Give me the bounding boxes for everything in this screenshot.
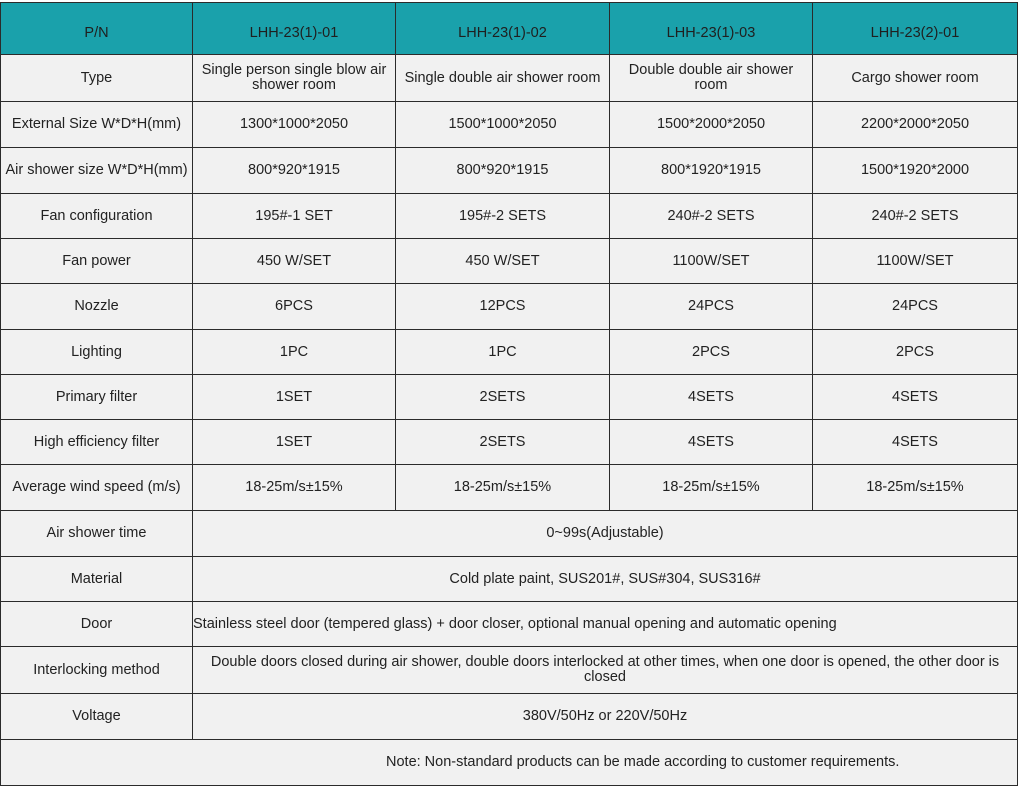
table-row bbox=[1, 194, 1018, 239]
table-row bbox=[1, 284, 1018, 330]
table-cell: 240#-2 SETS bbox=[813, 194, 1018, 239]
table-header-row bbox=[1, 3, 1018, 55]
table-cell: 800*920*1915 bbox=[193, 148, 396, 194]
row-label: Primary filter bbox=[1, 375, 193, 420]
table-cell: 2200*2000*2050 bbox=[813, 102, 1018, 148]
header-label-pn: P/N bbox=[1, 3, 193, 55]
table-row bbox=[1, 239, 1018, 284]
table-cell: 1SET bbox=[193, 375, 396, 420]
table-cell: 800*1920*1915 bbox=[610, 148, 813, 194]
merged-cell: 380V/50Hz or 220V/50Hz bbox=[193, 694, 1018, 740]
row-label: Type bbox=[1, 55, 193, 102]
table-cell: 6PCS bbox=[193, 284, 396, 330]
table-row-merged bbox=[1, 694, 1018, 740]
table-cell: 2PCS bbox=[610, 330, 813, 375]
row-label: Fan power bbox=[1, 239, 193, 284]
spec-table bbox=[0, 2, 1018, 786]
header-model: LHH-23(2)-01 bbox=[813, 3, 1018, 55]
row-label: Average wind speed (m/s) bbox=[1, 465, 193, 511]
table-row bbox=[1, 420, 1018, 465]
table-cell: 800*920*1915 bbox=[396, 148, 610, 194]
table-cell: 1PC bbox=[396, 330, 610, 375]
table-cell: Cargo shower room bbox=[813, 55, 1018, 102]
row-label: Air shower size W*D*H(mm) bbox=[1, 148, 193, 194]
table-cell: 18-25m/s±15% bbox=[396, 465, 610, 511]
table-cell: 1300*1000*2050 bbox=[193, 102, 396, 148]
row-label: Lighting bbox=[1, 330, 193, 375]
table-cell: 2SETS bbox=[396, 375, 610, 420]
header-model: LHH-23(1)-01 bbox=[193, 3, 396, 55]
merged-cell: Cold plate paint, SUS201#, SUS#304, SUS316# bbox=[193, 557, 1018, 602]
table-cell: 1500*1920*2000 bbox=[813, 148, 1018, 194]
table-row bbox=[1, 55, 1018, 102]
table-note-row bbox=[1, 740, 1018, 786]
row-label: External Size W*D*H(mm) bbox=[1, 102, 193, 148]
table-cell: 195#-2 SETS bbox=[396, 194, 610, 239]
row-label: Nozzle bbox=[1, 284, 193, 330]
row-label: Fan configuration bbox=[1, 194, 193, 239]
row-label: Air shower time bbox=[1, 511, 193, 557]
table-row-merged bbox=[1, 557, 1018, 602]
table-cell: Single person single blow air shower room bbox=[193, 55, 396, 102]
table-cell: 240#-2 SETS bbox=[610, 194, 813, 239]
table-cell: Single double air shower room bbox=[396, 55, 610, 102]
table-cell: 450 W/SET bbox=[396, 239, 610, 284]
table-row bbox=[1, 465, 1018, 511]
table-cell: 18-25m/s±15% bbox=[813, 465, 1018, 511]
row-label: Material bbox=[1, 557, 193, 602]
table-cell: 24PCS bbox=[813, 284, 1018, 330]
header-model: LHH-23(1)-02 bbox=[396, 3, 610, 55]
table-cell: 1SET bbox=[193, 420, 396, 465]
table-cell: 4SETS bbox=[610, 375, 813, 420]
table-cell: Double double air shower room bbox=[610, 55, 813, 102]
table-cell: 1100W/SET bbox=[813, 239, 1018, 284]
merged-cell: Stainless steel door (tempered glass) + door closer, optional manual opening and automatic opening bbox=[193, 602, 1018, 647]
table-cell: 4SETS bbox=[813, 375, 1018, 420]
table-cell: 1500*2000*2050 bbox=[610, 102, 813, 148]
row-label: Interlocking method bbox=[1, 647, 193, 694]
table-row bbox=[1, 330, 1018, 375]
table-cell: 24PCS bbox=[610, 284, 813, 330]
note-text: Note: Non-standard products can be made according to customer requirements. bbox=[1, 740, 1018, 786]
table-row-merged bbox=[1, 647, 1018, 694]
table-cell: 2PCS bbox=[813, 330, 1018, 375]
table-row bbox=[1, 148, 1018, 194]
table-row bbox=[1, 375, 1018, 420]
table-row bbox=[1, 102, 1018, 148]
table-cell: 1PC bbox=[193, 330, 396, 375]
merged-cell: Double doors closed during air shower, double doors interlocked at other times, when one door is opened, the other door is closed bbox=[193, 647, 1018, 694]
table-cell: 18-25m/s±15% bbox=[193, 465, 396, 511]
table-cell: 4SETS bbox=[813, 420, 1018, 465]
row-label: High efficiency filter bbox=[1, 420, 193, 465]
table-cell: 1500*1000*2050 bbox=[396, 102, 610, 148]
table-cell: 12PCS bbox=[396, 284, 610, 330]
merged-cell: 0~99s(Adjustable) bbox=[193, 511, 1018, 557]
table-cell: 195#-1 SET bbox=[193, 194, 396, 239]
table-cell: 450 W/SET bbox=[193, 239, 396, 284]
table-row-merged bbox=[1, 511, 1018, 557]
row-label: Door bbox=[1, 602, 193, 647]
table-cell: 1100W/SET bbox=[610, 239, 813, 284]
table-cell: 4SETS bbox=[610, 420, 813, 465]
table-cell: 2SETS bbox=[396, 420, 610, 465]
row-label: Voltage bbox=[1, 694, 193, 740]
table-row-merged bbox=[1, 602, 1018, 647]
header-model: LHH-23(1)-03 bbox=[610, 3, 813, 55]
table-cell: 18-25m/s±15% bbox=[610, 465, 813, 511]
